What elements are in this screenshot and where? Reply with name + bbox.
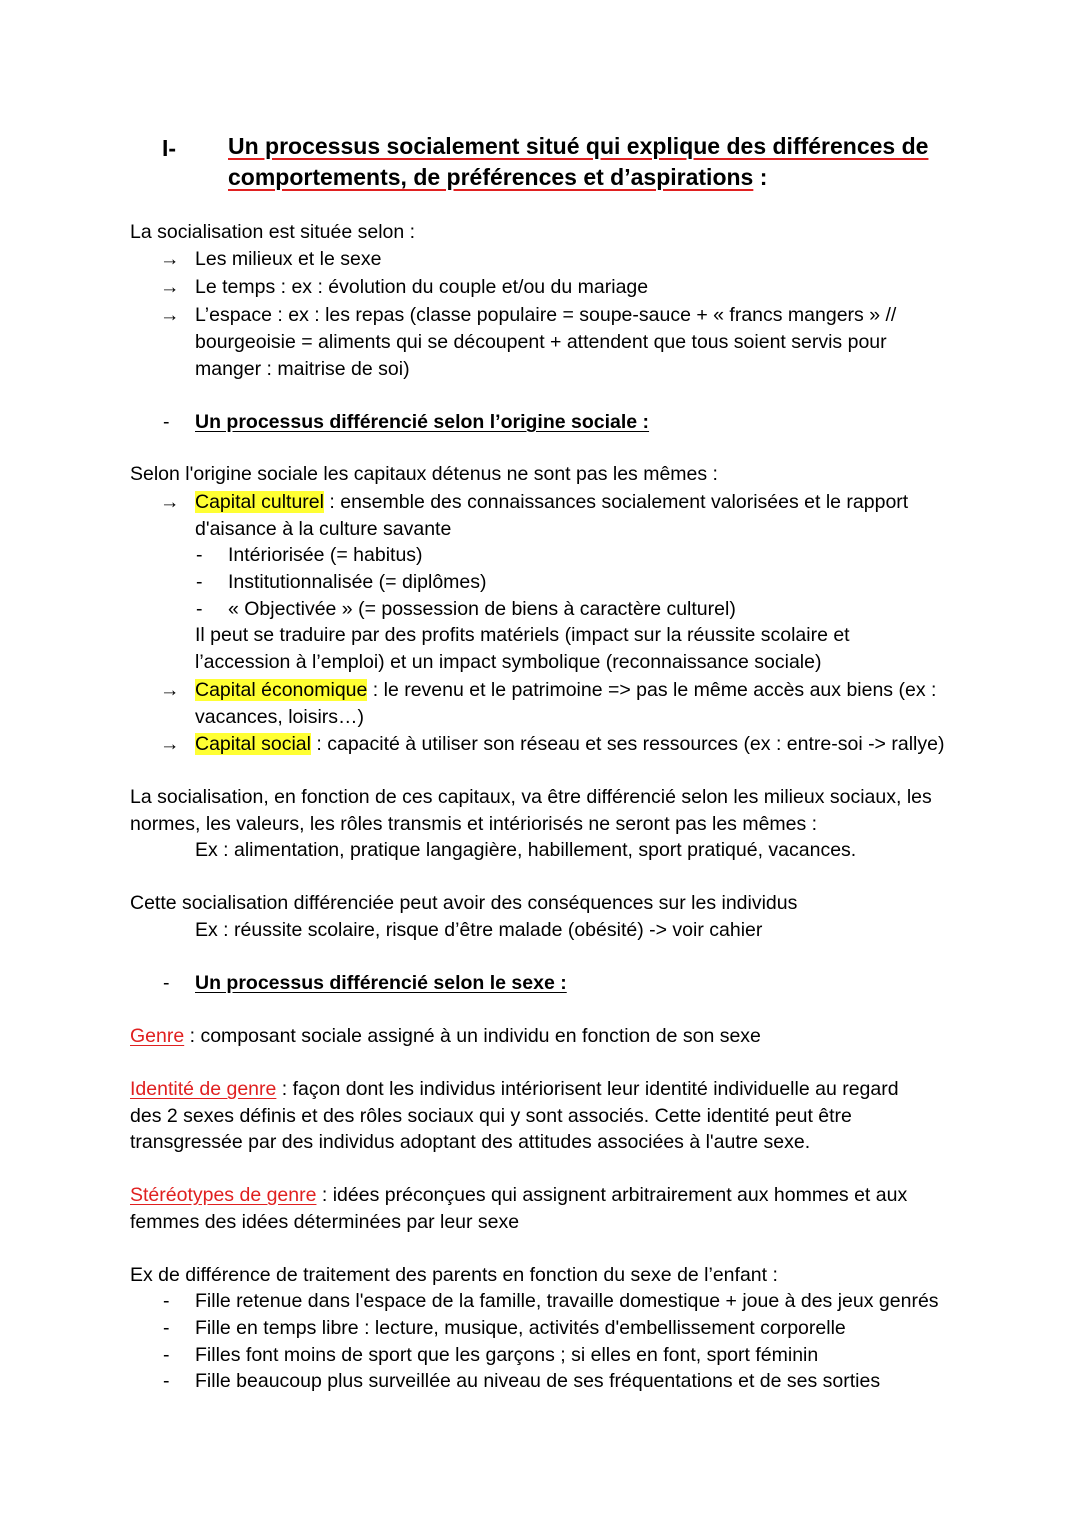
heading-number: I- <box>162 135 177 161</box>
capital-social-def: : capacité à utiliser son réseau et ses ressources (ex : entre-soi -> rallye) <box>310 733 945 755</box>
heading-line-2: comportements, de préférences et d’aspirations <box>228 164 754 190</box>
capital-culturel-cont: d'aisance à la culture savante <box>195 518 452 540</box>
culturel-form-2: Institutionnalisée (= diplômes) <box>228 571 487 593</box>
intro-lead: La socialisation est située selon : <box>130 221 416 243</box>
list-dash: - <box>163 1317 170 1339</box>
heading-line-1: Un processus socialement situé qui explique des différences de <box>228 133 929 159</box>
intro-item-3-cont-1: bourgeoisie = aliments qui se découpent + attendent que tous soient servis pour <box>195 331 887 353</box>
list-dash: - <box>196 598 203 620</box>
para2-line-1: Cette socialisation différenciée peut avoir des conséquences sur les individus <box>130 892 798 914</box>
heading-colon: : <box>753 164 768 190</box>
list-dash: - <box>163 1344 170 1366</box>
para1-line-1: La socialisation, en fonction de ces capitaux, va être différencié selon les milieux sociaux, les <box>130 786 932 808</box>
example-item-3: Filles font moins de sport que les garçons ; si elles en font, sport féminin <box>195 1344 819 1366</box>
capital-social <box>195 731 944 758</box>
arrow-icon: → <box>160 248 180 270</box>
genre-term: Genre <box>130 1025 185 1047</box>
arrow-icon: → <box>160 491 180 513</box>
culturel-form-1: Intériorisée (= habitus) <box>228 544 423 566</box>
heading-title <box>228 131 928 193</box>
capital-social-term: Capital social <box>195 733 311 755</box>
section-dash: - <box>163 972 170 994</box>
capital-culturel-term: Capital culturel <box>195 491 324 513</box>
origin-lead: Selon l'origine sociale les capitaux détenus ne sont pas les mêmes : <box>130 463 718 485</box>
stereotypes-line-2: femmes des idées déterminées par leur sexe <box>130 1211 520 1233</box>
capital-culturel-def: : ensemble des connaissances socialement valorisées et le rapport <box>323 491 909 513</box>
section-dash: - <box>163 411 170 433</box>
arrow-icon: → <box>160 733 180 755</box>
section-title-sex: Un processus différencié selon le sexe : <box>195 972 567 994</box>
para1-line-2: normes, les valeurs, les rôles transmis et intériorisés ne seront pas les mêmes : <box>130 813 818 835</box>
culturel-profit-2: l’accession à l’emploi) et un impact symbolique (reconnaissance sociale) <box>195 651 822 673</box>
identite-genre-line-3: transgressée par des individus adoptant des attitudes associées à l'autre sexe. <box>130 1131 811 1153</box>
section-title-origin: Un processus différencié selon l’origine sociale : <box>195 411 650 433</box>
para1-example: Ex : alimentation, pratique langagière, habillement, sport pratiqué, vacances. <box>195 839 857 861</box>
example-item-2: Fille en temps libre : lecture, musique, activités d'embellissement corporelle <box>195 1317 846 1339</box>
list-dash: - <box>163 1290 170 1312</box>
identite-genre-line-2: des 2 sexes définis et des rôles sociaux qui y sont associés. Cette identité peut être <box>130 1105 852 1127</box>
list-dash: - <box>196 571 203 593</box>
identite-genre-line-1 <box>130 1076 899 1103</box>
list-dash: - <box>163 1370 170 1392</box>
intro-item-3-cont-2: manger : maitrise de soi) <box>195 358 410 380</box>
stereotypes-def: : idées préconçues qui assignent arbitrairement aux hommes et aux <box>316 1184 908 1206</box>
examples-lead: Ex de différence de traitement des parents en fonction du sexe de l’enfant : <box>130 1264 778 1286</box>
identite-genre-term: Identité de genre <box>130 1078 277 1100</box>
culturel-profit-1: Il peut se traduire par des profits matériels (impact sur la réussite scolaire et <box>195 624 850 646</box>
capital-economique-def: : le revenu et le patrimoine => pas le même accès aux biens (ex : <box>367 679 937 701</box>
example-item-4: Fille beaucoup plus surveillée au niveau de ses fréquentations et de ses sorties <box>195 1370 881 1392</box>
intro-item-3: L’espace : ex : les repas (classe populaire = soupe-sauce + « francs mangers » // <box>195 304 897 326</box>
capital-economique <box>195 677 936 704</box>
capital-economique-cont: vacances, loisirs…) <box>195 706 365 728</box>
genre-def: : composant sociale assigné à un individu en fonction de son sexe <box>184 1025 761 1047</box>
example-item-1: Fille retenue dans l'espace de la famille, travaille domestique + joue à des jeux genrés <box>195 1290 939 1312</box>
list-dash: - <box>196 544 203 566</box>
intro-item-2: Le temps : ex : évolution du couple et/ou du mariage <box>195 276 649 298</box>
identite-genre-def: : façon dont les individus intériorisent leur identité individuelle au regard <box>276 1078 899 1100</box>
capital-economique-term: Capital économique <box>195 679 368 701</box>
stereotypes-term: Stéréotypes de genre <box>130 1184 317 1206</box>
intro-item-1: Les milieux et le sexe <box>195 248 382 270</box>
stereotypes-line-1 <box>130 1182 907 1209</box>
arrow-icon: → <box>160 276 180 298</box>
arrow-icon: → <box>160 679 180 701</box>
arrow-icon: → <box>160 304 180 326</box>
culturel-form-3: « Objectivée » (= possession de biens à caractère culturel) <box>228 598 736 620</box>
capital-culturel <box>195 489 908 516</box>
genre-definition <box>130 1023 761 1050</box>
para2-example: Ex : réussite scolaire, risque d’être malade (obésité) -> voir cahier <box>195 919 763 941</box>
